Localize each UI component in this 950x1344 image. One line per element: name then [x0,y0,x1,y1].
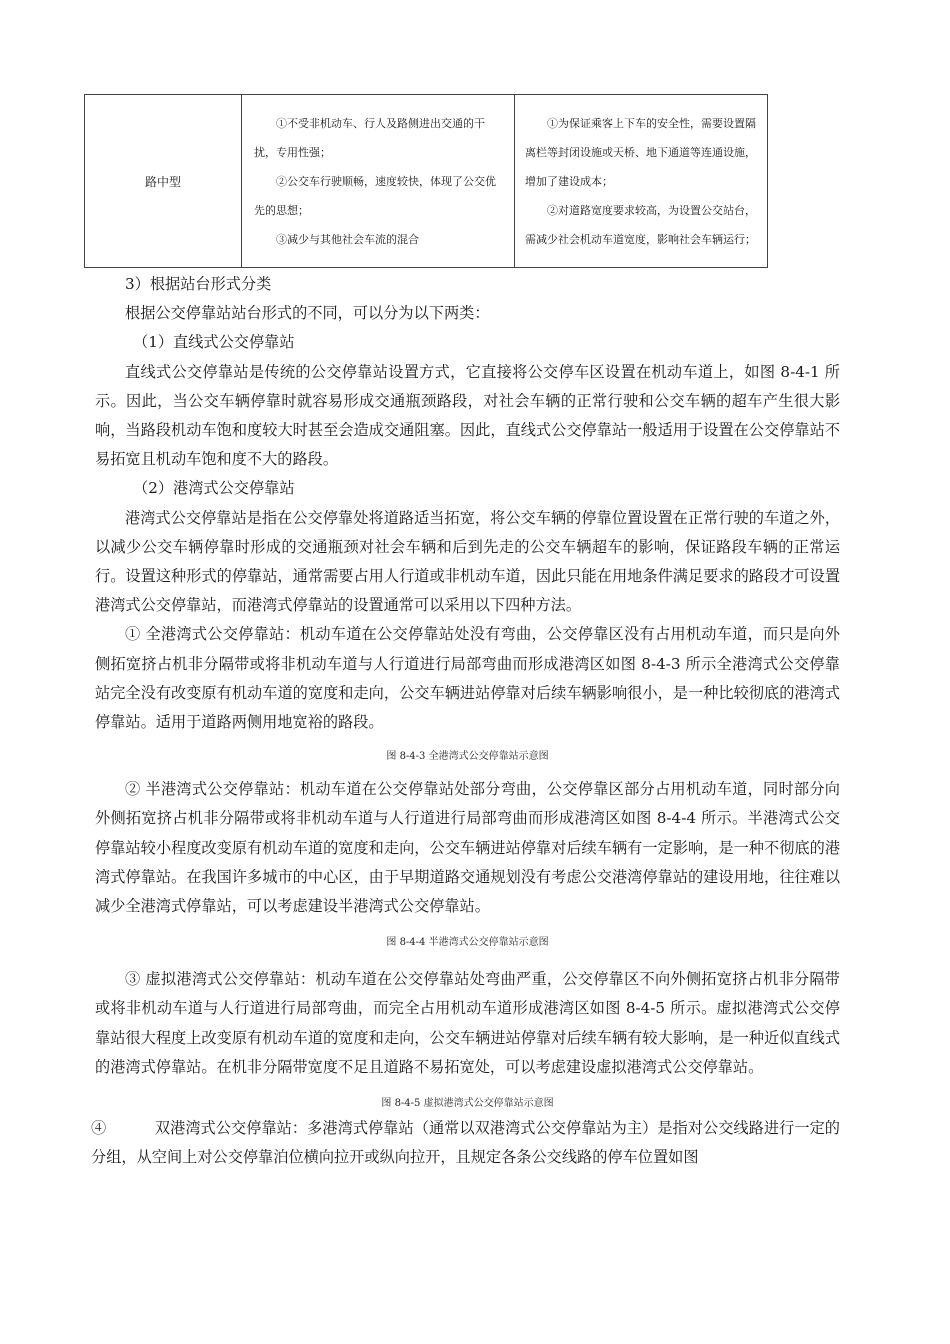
paragraph: ④ 双港湾式公交停靠站：多港湾式停靠站（通常以双港湾式公交停靠站为主）是指对公交线路进行一定的分组，从空间上对公交停靠泊位横向拉开或纵向拉开，且规定各条公交线路的停车位置如图 [91,1119,840,1167]
section-heading: 3）根据站台形式分类 [125,275,272,293]
paragraph: 港湾式公交停靠站是指在公交停靠处将道路适当拓宽，将公交车辆的停靠位置设置在正常行驶的车道之外，以减少公交车辆停靠时形成的交通瓶颈对社会车辆和后到先走的公交车辆超车的影响，保证路段车辆的正常运行。设置这种形式的停靠站，通常需要占用人行道或非机动车道，因此只能在用地条件满足要求的路段才可设置港湾式公交停靠站，而港湾式停靠站的设置通常可以采用以下四种方法。 [95,508,840,615]
paragraph: ② 半港湾式公交停靠站：机动车道在公交停靠站处部分弯曲，公交停靠区部分占用机动车道，同时部分向外侧拓宽挤占机非分隔带或将非机动车道与人行道进行局部弯曲而形成港湾区如图 8-4-4 所示。半港湾式公交停靠站较小程度改变原有机动车道的宽度和走向，公交车辆进站停靠对后续车辆有一定影响，是一种不彻底的港湾式停靠站。在我国许多城市的中心区，由于早期道路交通规划没有考虑公交港湾停靠站的建设用地，往往难以减少全港湾式停靠站，可以考虑建设半港湾式公交停靠站。 [95,780,840,916]
advantage-item: ①不受非机动车、行人及路侧进出交通的干扰，专用性强； [254,116,485,159]
figure-caption: 图 8-4-3 全港湾式公交停靠站示意图 [386,751,549,763]
paragraph: ① 全港湾式公交停靠站：机动车道在公交停靠站处没有弯曲，公交停靠区没有占用机动车道，而只是向外侧拓宽挤占机非分隔带或将非机动车道与人行道进行局部弯曲而形成港湾区如图 8-4-3 所示全港湾式公交停靠站完全没有改变原有机动车道的宽度和走向，公交车辆进站停靠对后续车辆影响很小，是一种比较彻底的港湾式停靠站。适用于道路两侧用地宽裕的路段。 [95,625,840,732]
subsection-heading: （1）直线式公交停靠站 [133,333,295,352]
figure-caption: 图 8-4-5 虚拟港湾式公交停靠站示意图 [381,1098,554,1110]
paragraph: ③ 虚拟港湾式公交停靠站：机动车道在公交停靠站处弯曲严重，公交停靠区不向外侧拓宽挤占机非分隔带或将非机动车道与人行道进行局部弯曲，而完全占用机动车道形成港湾区如图 8-4-5 所示。虚拟港湾式公交停靠站很大程度上改变原有机动车道的宽度和走向，公交车辆进站停靠对后续车辆有较大影响，是一种近似直线式的港湾式停靠站。在机非分隔带宽度不足且道路不易拓宽处，可以考虑建设虚拟港湾式公交停靠站。 [95,970,840,1076]
comparison-table [84,94,768,268]
advantages-cell [242,95,515,268]
figure-caption: 图 8-4-4 半港湾式公交停靠站示意图 [386,937,549,949]
disadvantage-item: ②对道路宽度要求较高，为设置公交站台，需减少社会机动车道宽度，影响社会车辆运行； [525,203,756,246]
table-row [85,95,768,268]
paragraph: 直线式公交停靠站是传统的公交停靠站设置方式，它直接将公交停车区设置在机动车道上，如图 8-4-1 所示。因此，当公交车辆停靠时就容易形成交通瓶颈路段，对社会车辆的正常行驶和公交车辆的超车产生很大影响，当路段机动车饱和度较大时甚至会造成交通阻塞。因此，直线式公交停靠站一般适用于设置在公交停靠站不易拓宽且机动车饱和度不大的路段。 [95,362,840,469]
paragraph: 根据公交停靠站站台形式的不同，可以分为以下两类： [125,304,490,323]
disadvantages-cell [515,95,768,268]
body-text [91,270,840,1172]
row-label-cell [85,95,242,268]
row-label: 路中型 [144,174,181,189]
subsection-heading: （2）港湾式公交停靠站 [133,479,295,498]
advantage-item: ②公交车行驶顺畅，速度较快，体现了公交优先的思想； [254,174,496,217]
advantage-item: ③减少与其他社会车流的混合 [276,232,419,246]
disadvantage-item: ①为保证乘客上下车的安全性，需要设置隔离栏等封闭设施或天桥、地下通道等连通设施，增加了建设成本； [525,116,756,188]
